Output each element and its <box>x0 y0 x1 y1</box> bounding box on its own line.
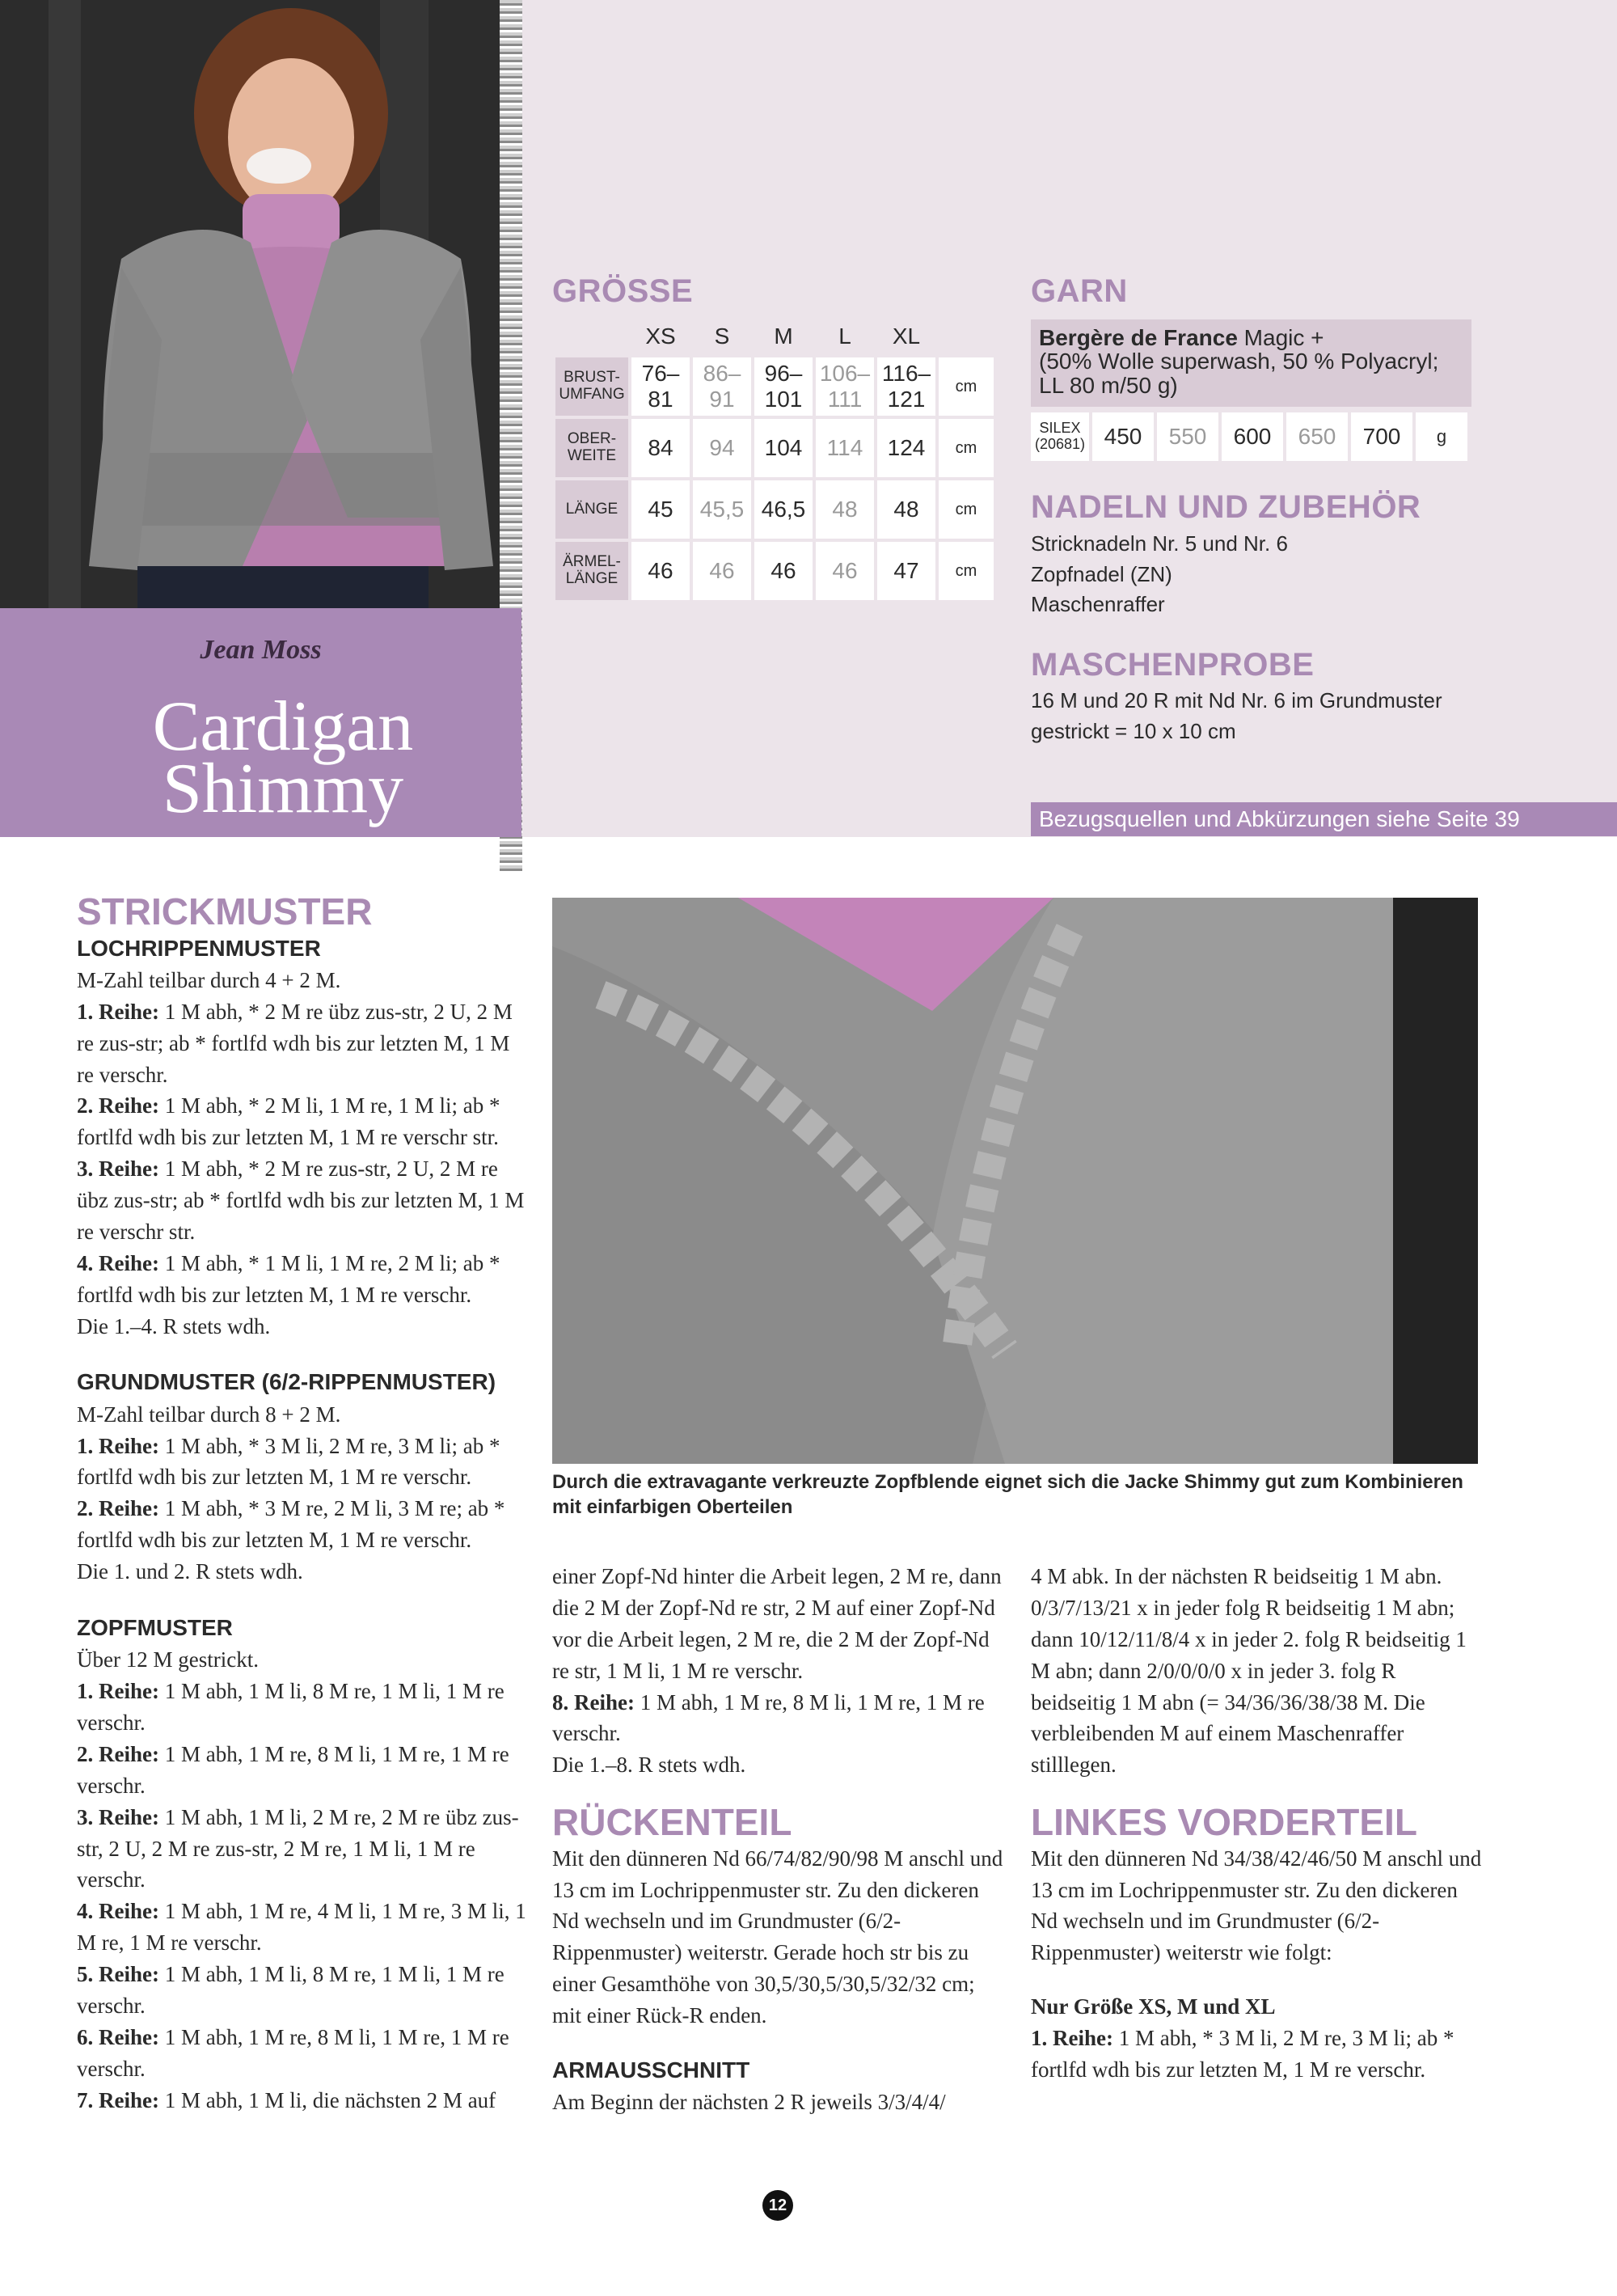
table-cell: 104 <box>754 419 813 477</box>
row-text: 1 M abh, * 3 M li, 2 M re, 3 M li; ab * fortlfd wdh bis zur letzten M, 1 M re verschr. <box>77 1433 500 1490</box>
table-cell: 84 <box>631 419 690 477</box>
table-cell: 45 <box>631 480 690 539</box>
size-header: XL <box>877 319 935 354</box>
zopf-row <box>77 2022 530 2085</box>
size-table-corner <box>555 319 628 354</box>
row-text: 1 M abh, * 1 M li, 1 M re, 2 M li; ab * fortlfd wdh bis zur letzten M, 1 M re verschr. <box>77 1250 500 1307</box>
zopf-row <box>77 1676 530 1739</box>
armhole-heading: ARMAUSSCHNITT <box>552 2057 750 2082</box>
yarn-composition: (50% Wolle superwash, 50 % Polyacryl; LL 80 m/50 g) <box>1039 349 1439 398</box>
row-label: 8. Reihe: <box>552 1689 635 1715</box>
loch-outro: Die 1.–4. R stets wdh. <box>77 1313 271 1338</box>
armhole-text: Am Beginn der nächsten 2 R jeweils 3/3/4/4/ <box>552 2090 946 2115</box>
row-text: 1 M abh, * 2 M li, 1 M re, 1 M li; ab * fortlfd wdh bis zur letzten M, 1 M re verschr str. <box>77 1093 500 1150</box>
zopf-row <box>552 1687 1005 1750</box>
loch-row <box>77 996 530 1091</box>
row-text: 1 M abh, 1 M li, 8 M re, 1 M li, 1 M re verschr. <box>77 1962 505 2018</box>
table-cell: 46,5 <box>754 480 813 539</box>
grund-outro: Die 1. und 2. R stets wdh. <box>77 1559 303 1584</box>
loch-row <box>77 1153 530 1248</box>
row-label: 1. Reihe: <box>77 1433 159 1458</box>
row-label: 2. Reihe: <box>77 1496 159 1521</box>
size-header-unit <box>939 319 994 354</box>
yarn-amount: 650 <box>1286 412 1348 461</box>
front-text: Mit den dünneren Nd 34/38/42/46/50 M anschl und 13 cm im Lochrippenmuster str. Zu den dickeren Nd wechseln und im Grundmuster (6/2-Rippenmuster) weiterstr wie folgt: <box>1031 1846 1482 1965</box>
table-cell: 45,5 <box>693 480 751 539</box>
yarn-brand: Bergère de France <box>1039 325 1238 350</box>
needles-item: Zopfnadel (ZN) <box>1031 561 1172 586</box>
row-label: 1. Reihe: <box>77 999 159 1024</box>
back-text: Mit den dünneren Nd 66/74/82/90/98 M anschl und 13 cm im Lochrippenmuster str. Zu den dickeren Nd wechseln und im Grundmuster (6/2-Rippenmuster) weiterstr. Gerade hoch str bis zu einer Gesamthöhe von 30,5/30,5/30,5/32/32 cm; mit einer Rück-R enden. <box>552 1846 1003 2028</box>
yarn-name: Magic + <box>1237 325 1324 350</box>
table-cell: 46 <box>754 542 813 600</box>
row-label: ÄRMEL-LÄNGE <box>555 542 628 600</box>
yarn-unit: g <box>1416 412 1467 461</box>
column-2 <box>552 1561 1005 2118</box>
model-photo <box>0 0 516 608</box>
table-cell: 114 <box>816 419 874 477</box>
row-label: 7. Reihe: <box>77 2087 159 2112</box>
yarn-amount: 550 <box>1157 412 1218 461</box>
grund-heading: GRUNDMUSTER (6/2-RIPPENMUSTER) <box>77 1369 496 1395</box>
row-label: 6. Reihe: <box>77 2024 159 2049</box>
title-line-1: Cardigan <box>152 687 414 766</box>
row-label: 1. Reihe: <box>1031 2026 1113 2051</box>
back-heading: RÜCKENTEIL <box>552 1801 792 1844</box>
row-text: 1 M abh, 1 M li, 2 M re, 2 M re übz zus-str, 2 U, 2 M re zus-str, 2 M re, 1 M li, 1 M re verschr. <box>77 1804 519 1892</box>
sizes-subheading: Nur Größe XS, M und XL <box>1031 1994 1276 2019</box>
front-heading: LINKES VORDERTEIL <box>1031 1801 1417 1844</box>
armhole-continued: 4 M abk. In der nächsten R beidseitig 1 M abn. 0/3/7/13/21 x in jeder folg R beidseitig 1 M abn; dann 10/12/11/8/4 x in jeder 2. folg R beidseitig 1 M abn; dann 2/0/0/0/0 x in jeder 3. folg R beidseitig 1 M abn (= 34/36/36/38/38 M. Die verbleibenden M auf einem Maschenraffer stilllegen. <box>1031 1564 1467 1778</box>
zopf-intro: Über 12 M gestrickt. <box>77 1647 259 1672</box>
page-number: 12 <box>762 2190 793 2221</box>
zopf-continued: einer Zopf-Nd hinter die Arbeit legen, 2 M re, dann die 2 M der Zopf-Nd re str, 2 M auf einer Zopf-Nd vor die Arbeit legen, 2 M re, die 2 M der Zopf-Nd re str, 1 M li, 1 M re verschr. <box>552 1564 1002 1683</box>
row-text: 1 M abh, 1 M li, 8 M re, 1 M li, 1 M re verschr. <box>77 1679 505 1736</box>
row-text: 1 M abh, 1 M re, 4 M li, 1 M re, 3 M li, 1 M re, 1 M re verschr. <box>77 1899 526 1956</box>
row-label: 2. Reihe: <box>77 1741 159 1766</box>
zopf-row <box>77 1802 530 1896</box>
yarn-amount: 700 <box>1351 412 1412 461</box>
size-header: S <box>693 319 751 354</box>
zopf-row <box>77 1959 530 2022</box>
row-text: 1 M abh, 1 M re, 8 M li, 1 M re, 1 M re verschr. <box>77 2024 509 2081</box>
row-label: 5. Reihe: <box>77 1962 159 1987</box>
needles-heading: NADELN UND ZUBEHÖR <box>1031 489 1421 525</box>
row-text: 1 M abh, 1 M re, 8 M li, 1 M re, 1 M re verschr. <box>77 1741 509 1798</box>
yarn-amounts <box>1031 412 1467 461</box>
row-text: 1 M abh, 1 M li, die nächsten 2 M auf <box>158 2087 496 2112</box>
strickmuster-heading: STRICKMUSTER <box>77 890 373 932</box>
table-cell: 96–101 <box>754 357 813 416</box>
front-row <box>1031 2023 1484 2086</box>
zopf-outro: Die 1.–8. R stets wdh. <box>552 1753 746 1778</box>
table-cell: 86–91 <box>693 357 751 416</box>
needles-item: Stricknadeln Nr. 5 und Nr. 6 <box>1031 531 1288 556</box>
loch-row <box>77 1248 530 1311</box>
size-table <box>552 315 997 603</box>
table-cell: 76–81 <box>631 357 690 416</box>
row-text: 1 M abh, * 3 M re, 2 M li, 3 M re; ab * fortlfd wdh bis zur letzten M, 1 M re verschr. <box>77 1496 505 1553</box>
yarn-color-label: SILEX (20681) <box>1031 412 1089 461</box>
unit-cell: cm <box>939 480 994 539</box>
row-label: 1. Reihe: <box>77 1679 159 1704</box>
yarn-description <box>1031 319 1471 407</box>
loch-intro: M-Zahl teilbar durch 4 + 2 M. <box>77 967 341 992</box>
row-label: 4. Reihe: <box>77 1250 159 1275</box>
gauge-line: 16 M und 20 R mit Nd Nr. 6 im Grundmuster <box>1031 688 1442 712</box>
yarn-amount: 600 <box>1222 412 1283 461</box>
row-label: 2. Reihe: <box>77 1093 159 1118</box>
designer-name: Jean Moss <box>200 635 322 665</box>
row-label: LÄNGE <box>555 480 628 539</box>
table-cell: 94 <box>693 419 751 477</box>
grund-row <box>77 1431 530 1494</box>
table-cell: 48 <box>816 480 874 539</box>
gauge-heading: MASCHENPROBE <box>1031 647 1315 683</box>
row-label: OBER-WEITE <box>555 419 628 477</box>
size-header: M <box>754 319 813 354</box>
yarn-amount: 450 <box>1092 412 1154 461</box>
size-header: L <box>816 319 874 354</box>
size-header: XS <box>631 319 690 354</box>
yarn-heading: GARN <box>1031 273 1128 309</box>
row-label: 4. Reihe: <box>77 1899 159 1924</box>
grund-intro: M-Zahl teilbar durch 8 + 2 M. <box>77 1402 341 1427</box>
table-cell: 47 <box>877 542 935 600</box>
row-text: 1 M abh, * 2 M re zus-str, 2 U, 2 M re übz zus-str; ab * fortlfd wdh bis zur letzten M, 1 M re verschr str. <box>77 1156 525 1244</box>
gauge-text <box>1031 686 1442 746</box>
unit-cell: cm <box>939 542 994 600</box>
needles-item: Maschenraffer <box>1031 592 1165 617</box>
column-1 <box>77 891 530 2116</box>
zopf-row <box>77 1896 530 1959</box>
table-cell: 124 <box>877 419 935 477</box>
photo-caption: Durch die extravagante verkreuzte Zopfblende eignet sich die Jacke Shimmy gut zum Kombinieren mit einfarbigen Oberteilen <box>552 1471 1463 1519</box>
row-label: 3. Reihe: <box>77 1804 159 1829</box>
sources-note: Bezugsquellen und Abkürzungen siehe Seite 39 <box>1031 802 1617 836</box>
table-cell: 116–121 <box>877 357 935 416</box>
table-cell: 48 <box>877 480 935 539</box>
row-text: 1 M abh, * 3 M li, 2 M re, 3 M li; ab * fortlfd wdh bis zur letzten M, 1 M re verschr. <box>1031 2026 1454 2082</box>
table-cell: 46 <box>816 542 874 600</box>
unit-cell: cm <box>939 419 994 477</box>
zopf-row <box>77 2085 530 2116</box>
row-text: 1 M abh, 1 M re, 8 M li, 1 M re, 1 M re verschr. <box>552 1689 985 1746</box>
needles-list <box>1031 529 1288 620</box>
loch-heading: LOCHRIPPENMUSTER <box>77 935 321 961</box>
grund-row <box>77 1493 530 1556</box>
loch-row <box>77 1090 530 1153</box>
gauge-line: gestrickt = 10 x 10 cm <box>1031 718 1236 743</box>
detail-photo <box>552 898 1478 1464</box>
column-3 <box>1031 1561 1484 2086</box>
table-cell: 46 <box>631 542 690 600</box>
row-text: 1 M abh, * 2 M re übz zus-str, 2 U, 2 M re zus-str; ab * fortlfd wdh bis zur letzten M, 1 M re verschr. <box>77 999 513 1087</box>
row-label: 3. Reihe: <box>77 1156 159 1182</box>
zopf-heading: ZOPFMUSTER <box>77 1614 233 1640</box>
zopf-row <box>77 1739 530 1802</box>
title-line-2: Shimmy <box>162 750 404 828</box>
sizes-heading: GRÖSSE <box>552 273 694 309</box>
table-cell: 46 <box>693 542 751 600</box>
row-label: BRUST-UMFANG <box>555 357 628 416</box>
unit-cell: cm <box>939 357 994 416</box>
table-cell: 106–111 <box>816 357 874 416</box>
